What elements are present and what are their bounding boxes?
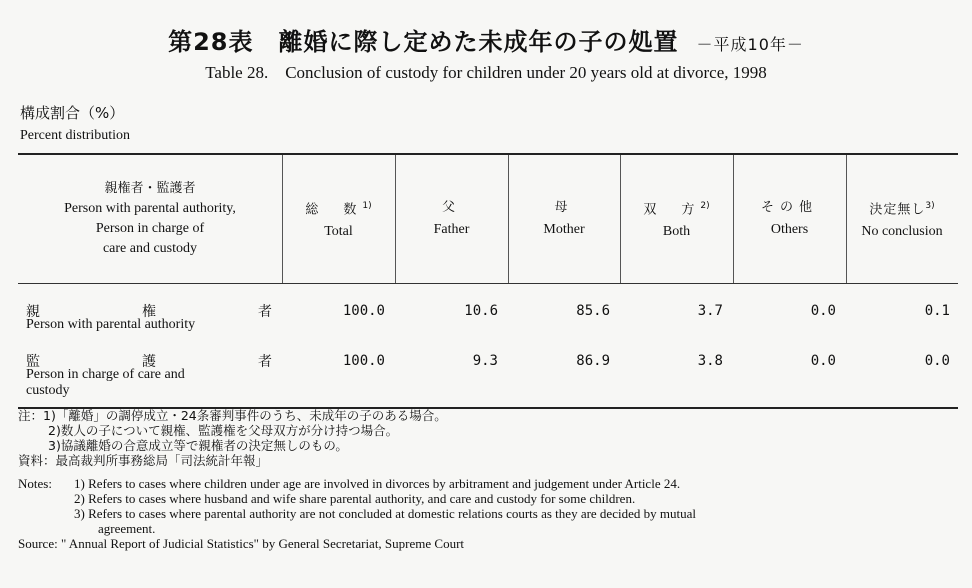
title-ja-year: －平成10年－ xyxy=(696,35,804,54)
cell-father: 9.3 xyxy=(472,353,498,369)
col-others-ja: その他 xyxy=(760,200,818,215)
cell-father: 10.6 xyxy=(464,303,498,319)
custody-table xyxy=(18,153,958,409)
table-title-ja xyxy=(0,22,972,57)
col-mother-en: Mother xyxy=(543,222,585,237)
column-header-father xyxy=(395,155,508,283)
cell-both: 3.8 xyxy=(697,353,723,369)
note-en-1-line xyxy=(18,476,948,491)
stub-header-ja: 親権者・監護者 xyxy=(104,181,196,196)
col-noconc-ja: 決定無し xyxy=(869,202,926,218)
note-ja-2: 2)数人の子について親権、監護権を父母双方が分け持つ場合。 xyxy=(48,423,399,438)
col-both-note: 2) xyxy=(700,200,710,211)
row-care-custody-en: Person in charge of care and custody xyxy=(26,367,185,398)
cell-others: 0.0 xyxy=(810,353,836,369)
cell-total: 100.0 xyxy=(342,353,385,369)
source-ja: 資料：最高裁判所事務総局「司法統計年報」 xyxy=(18,453,269,468)
col-mother-ja: 母 xyxy=(554,200,574,215)
stub-header xyxy=(18,155,282,283)
row1-ja-char: 親 xyxy=(26,304,40,320)
column-header-both xyxy=(620,155,733,283)
col-noconc-en: No conclusion xyxy=(861,224,943,240)
unit-label-en: Percent distribution xyxy=(20,128,131,143)
note-en-3-cont: agreement. xyxy=(98,521,156,536)
cell-both: 3.7 xyxy=(697,303,723,319)
row2-ja-char: 護 xyxy=(142,354,156,370)
cell-total: 100.0 xyxy=(342,303,385,319)
column-header-others xyxy=(733,155,846,283)
note-en-3: 3) Refers to cases where parental authority are not concluded at domestic relations courts as they are decided by mutual xyxy=(74,506,696,521)
cell-mother: 85.6 xyxy=(576,303,610,319)
notes-label: Notes: xyxy=(18,476,52,491)
cell-others: 0.0 xyxy=(810,303,836,319)
col-total-note: 1) xyxy=(362,200,372,211)
note-ja-1: 注：1)「離婚」の調停成立・24条審判事件のうち、未成年の子のある場合。 xyxy=(18,408,447,423)
row-parental-authority-en: Person with parental authority xyxy=(26,317,196,332)
notes-english xyxy=(18,476,948,551)
column-header-mother xyxy=(508,155,620,283)
col-others-en: Others xyxy=(770,222,809,237)
cell-mother: 86.9 xyxy=(576,353,610,369)
cell-no-conclusion: 0.0 xyxy=(924,353,950,369)
table-title-en: Table 28. Conclusion of custody for children under 20 years old at divorce, 1998 xyxy=(205,63,767,82)
col-noconc-note: 3) xyxy=(925,200,935,211)
column-header-total xyxy=(282,155,395,283)
note-en-1: 1) Refers to cases where children under age are involved in divorces by arbitrament and judgement under Article 24. xyxy=(74,476,681,491)
row2-ja-char: 監 xyxy=(26,354,40,370)
stub-header-en3: care and custody xyxy=(102,241,198,256)
col-both-ja: 双 方 xyxy=(643,202,701,218)
col-father-ja: 父 xyxy=(441,200,461,215)
column-header-no-conclusion xyxy=(846,155,958,283)
col-father-en: Father xyxy=(433,222,470,237)
header-divider xyxy=(18,283,958,284)
notes-japanese xyxy=(18,408,447,468)
row1-ja-char: 者 xyxy=(258,304,272,320)
stub-header-en1: Person with parental authority, xyxy=(64,201,236,216)
title-ja-main: 第28表 離婚に際し定めた未成年の子の処置 xyxy=(168,28,679,56)
col-total-en: Total xyxy=(324,224,353,240)
note-en-2: 2) Refers to cases where husband and wife share parental authority, and care and custody for some children. xyxy=(74,491,636,506)
col-total-ja: 総 数 xyxy=(305,202,363,218)
source-en: Source: " Annual Report of Judicial Statistics" by General Secretariat, Supreme Court xyxy=(18,536,465,551)
note-ja-3: 3)協議離婚の合意成立等で親権者の決定無しのもの。 xyxy=(48,438,348,453)
col-both-en: Both xyxy=(662,224,691,240)
row1-ja-char: 権 xyxy=(142,304,156,320)
stub-header-en2: Person in charge of xyxy=(95,221,205,236)
cell-no-conclusion: 0.1 xyxy=(924,303,950,319)
unit-label-ja: 構成割合（%） xyxy=(20,104,125,122)
row2-ja-char: 者 xyxy=(258,354,272,370)
